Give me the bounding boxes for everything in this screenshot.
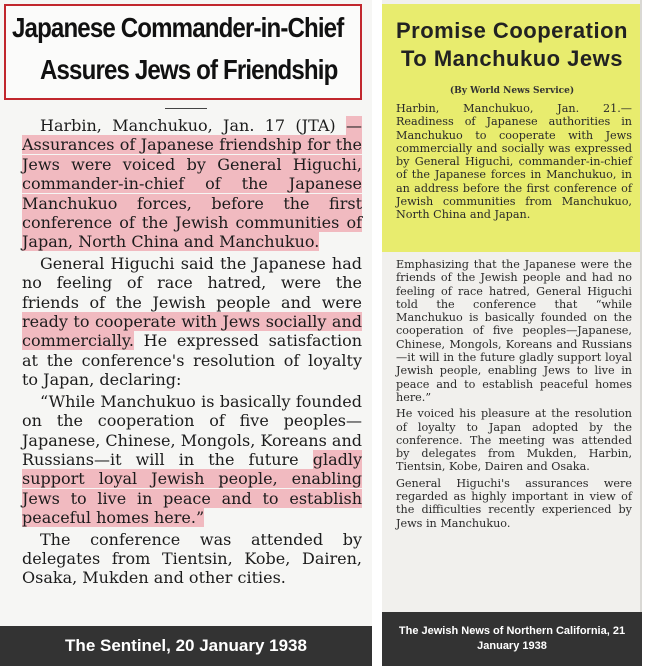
sentinel-paragraph	[22, 254, 362, 390]
jewish-news-paragraph: General Higuchi's assurances were regarded as highly important in view of the difficulties recently experienced by Jews in Manchukuo.	[396, 476, 632, 530]
article-text: The conference was attended by delegates from Tientsin, Kobe, Dairen, Osaka, Mukden and other cities.	[22, 529, 362, 588]
sentinel-paragraph	[22, 392, 362, 528]
jewish-news-headline-line-2: To Manchukuo Jews	[400, 46, 623, 71]
jewish-news-lead-paragraph: Harbin, Manchukuo, Jan. 21.— Readiness of Japanese authorities in Manchukuo to cooperate with Jews commercially and socially was expressed by General Higuchi, commander-in-chief of the Japanese forces in Manchukuo, in an address before the first conference of Jewish communities from Manchukuo, North China and Japan.	[396, 102, 632, 222]
jewish-news-headline-box	[382, 4, 642, 82]
clipping-edge	[640, 0, 642, 612]
highlighted-text: —Assurances of Japanese friendship for the Jews were voiced by General Higuchi, commander-in-chief of the Japanese Manchukuo forces, before the first conference of the Jewish communities of Japan, North China and Manchukuo.	[22, 116, 362, 252]
sentinel-divider	[165, 108, 207, 109]
article-text: He expressed satisfaction at the conference's resolution of loyalty to Japan, declaring:	[22, 331, 362, 390]
highlighted-text: ready to cooperate with Jews socially and commercially.	[22, 312, 362, 351]
highlighted-text: gladly support loyal Jewish people, enabling Jews to live in peace and to establish peaceful homes here.”	[22, 449, 362, 528]
jewish-news-headline-line-1: Promise Cooperation	[396, 18, 628, 43]
article-text: “While Manchukuo is basically founded on the cooperation of five peoples—Japanese, Chinese, Mongols, Koreans and Russians—it will in the future	[22, 391, 362, 469]
jewish-news-lead-highlight	[382, 100, 642, 252]
jewish-news-caption	[382, 612, 642, 666]
sentinel-headline-line-2: Assures Jews of Friendship	[40, 54, 338, 85]
sentinel-article-body	[22, 116, 362, 588]
jewish-news-paragraph: He voiced his pleasure at the resolution of loyalty to Japan adopted by the conference. The meeting was attended by delegates from Mukden, Harbin, Tientsin, Kobe, Dairen and Osaka.	[396, 407, 632, 474]
article-text: General Higuchi said the Japanese had no feeling of race hatred, were the friends of the Jewish people and were	[22, 253, 362, 312]
article-text: Harbin, Manchukuo, Jan. 17 (JTA)	[40, 116, 346, 135]
jewish-news-byline: (By World News Service)	[382, 82, 642, 100]
sentinel-paragraph	[22, 530, 362, 588]
jewish-news-paragraph: Emphasizing that the Japanese were the friends of the Jewish people and had no feeling of race hatred, General Higuchi told the conference that “while Manchukuo is basically founded on the cooperation of five peoples—Japanese, Chinese, Mongols, Koreans and Russians—it will in the future gladly support loyal Jewish people, enabling Jews to live in peace and to establish peaceful homes here.”	[396, 258, 632, 404]
sentinel-headline-box	[4, 4, 362, 100]
sentinel-caption: The Sentinel, 20 January 1938	[0, 626, 372, 666]
jewish-news-caption-text: The Jewish News of Northern California, 21 January 1938	[398, 625, 626, 652]
sentinel-paragraph	[22, 116, 362, 252]
jewish-news-clipping	[382, 0, 642, 666]
sentinel-headline-line-1: Japanese Commander-in-Chief	[12, 12, 344, 43]
jewish-news-article-body	[396, 258, 632, 530]
